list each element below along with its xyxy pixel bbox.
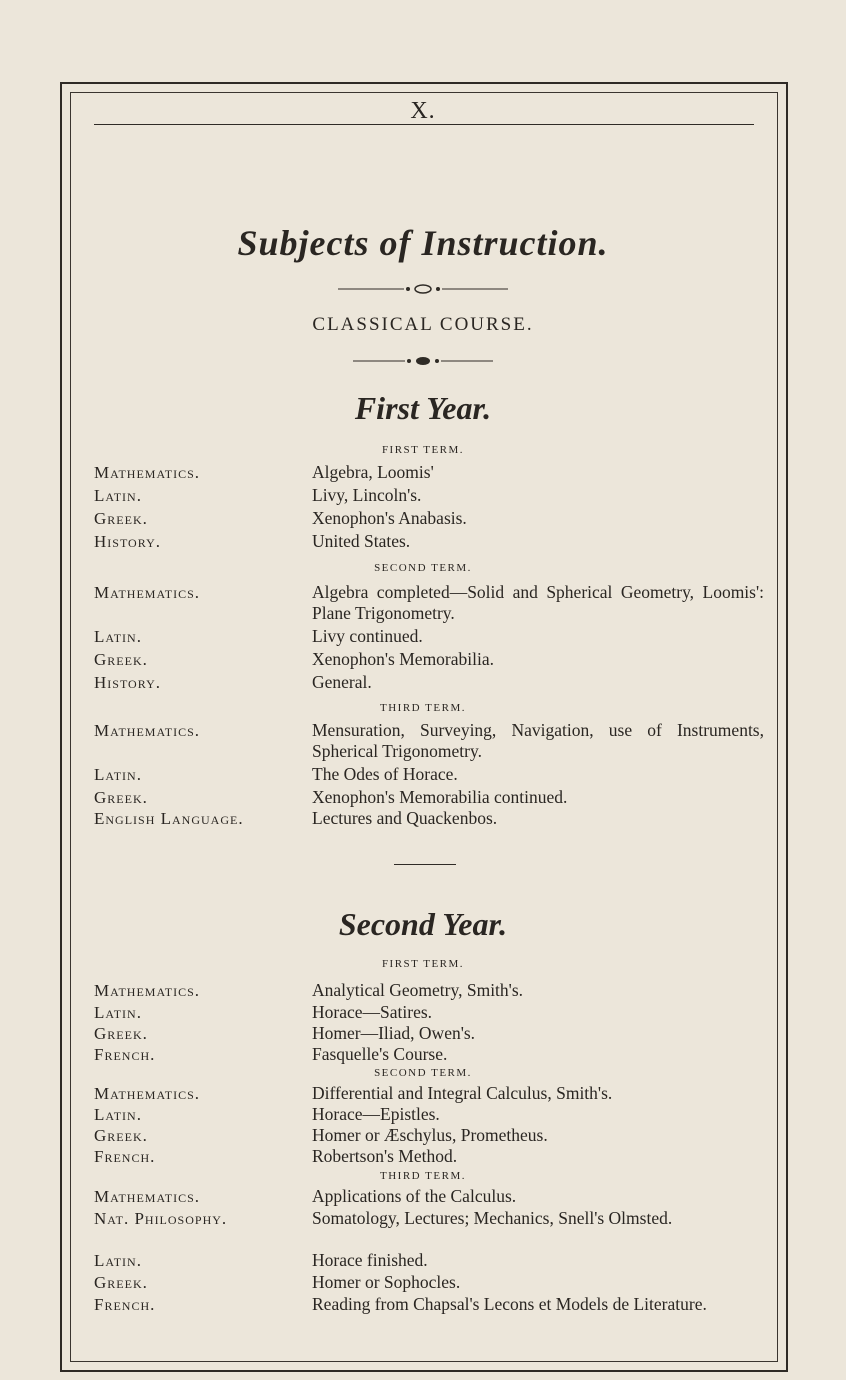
- subject-text: Differential and Integral Calculus, Smith's.: [312, 1083, 613, 1103]
- subject-text: United States.: [312, 531, 411, 551]
- subject-text: Livy continued.: [312, 626, 423, 646]
- subject-text: Fasquelle's Course.: [312, 1044, 448, 1064]
- subject-name: Latin.: [94, 765, 142, 784]
- subject-text: Robertson's Method.: [312, 1146, 458, 1166]
- subject-text: Algebra completed—Solid and Spherical Geometry, Loomis': Plane Trigonometry.: [312, 582, 764, 623]
- subject-text: Xenophon's Memorabilia.: [312, 649, 495, 669]
- subject-name: French.: [94, 1045, 156, 1064]
- subject-text: General.: [312, 672, 372, 692]
- subject-name: Latin.: [94, 627, 142, 646]
- subject-text: Analytical Geometry, Smith's.: [312, 980, 524, 1000]
- term-label: SECOND TERM.: [374, 1067, 472, 1079]
- year-heading-second: Second Year.: [338, 906, 508, 942]
- subject-name: Greek.: [94, 1024, 148, 1043]
- subject-name: Greek.: [94, 1126, 148, 1145]
- subject-name: History.: [94, 673, 161, 692]
- subject-text: The Odes of Horace.: [312, 764, 458, 784]
- subject-text: Mensuration, Surveying, Navigation, use of Instruments, Spherical Trigonometry.: [312, 720, 764, 761]
- subject-text: Horace finished.: [312, 1250, 428, 1270]
- course-heading: CLASSICAL COURSE.: [312, 314, 534, 335]
- subject-name: Mathematics.: [94, 1187, 201, 1206]
- term-label: FIRST TERM.: [381, 444, 465, 456]
- subject-name: Mathematics.: [94, 583, 201, 602]
- subject-text: Homer—Iliad, Owen's.: [312, 1023, 476, 1043]
- subject-name: Greek.: [94, 509, 148, 528]
- subject-name: Latin.: [94, 486, 142, 505]
- subject-name: Mathematics.: [94, 981, 201, 1000]
- page-title: Subjects of Instruction.: [237, 223, 609, 263]
- subject-text: Homer or Sophocles.: [312, 1272, 461, 1292]
- subject-name: Greek.: [94, 650, 148, 669]
- year-heading-first: First Year.: [354, 390, 492, 426]
- subject-name: Greek.: [94, 788, 148, 807]
- subject-name: Latin.: [94, 1003, 142, 1022]
- subject-name: French.: [94, 1295, 156, 1314]
- subject-text: Algebra, Loomis': [312, 462, 434, 482]
- subject-name: Mathematics.: [94, 1084, 201, 1103]
- subject-name: Nat. Philosophy.: [94, 1209, 228, 1228]
- ornament-divider: [0, 282, 846, 301]
- subject-text: Livy, Lincoln's.: [312, 485, 422, 505]
- subject-text: Xenophon's Anabasis.: [312, 508, 467, 528]
- subject-name: History.: [94, 532, 161, 551]
- header-rule: [94, 124, 754, 125]
- page-number: X.: [410, 98, 436, 124]
- term-label: THIRD TERM.: [380, 702, 466, 714]
- subject-text: Applications of the Calculus.: [312, 1186, 517, 1206]
- subject-text: Lectures and Quackenbos.: [312, 808, 498, 828]
- term-label: THIRD TERM.: [380, 1170, 466, 1182]
- subject-text: Xenophon's Memorabilia continued.: [312, 787, 568, 807]
- subject-name: Latin.: [94, 1251, 142, 1270]
- subject-text: Somatology, Lectures; Mechanics, Snell's Olmsted.: [312, 1208, 673, 1228]
- subject-name: English Language.: [94, 809, 244, 828]
- subject-name: Greek.: [94, 1273, 148, 1292]
- subject-name: Mathematics.: [94, 463, 201, 482]
- ornament-rule-icon: [353, 354, 493, 368]
- ornament-divider: [0, 354, 846, 373]
- subject-text: Homer or Æschylus, Prometheus.: [312, 1125, 548, 1145]
- subject-text: Horace—Satires.: [312, 1002, 433, 1022]
- term-label: SECOND TERM.: [374, 562, 472, 574]
- ornament-rule-icon: [338, 282, 508, 296]
- section-rule: [394, 864, 456, 865]
- subject-name: French.: [94, 1147, 156, 1166]
- term-label: FIRST TERM.: [381, 958, 465, 970]
- subject-name: Latin.: [94, 1105, 142, 1124]
- subject-name: Mathematics.: [94, 721, 201, 740]
- subject-text: Reading from Chapsal's Lecons et Models de Literature.: [312, 1294, 707, 1314]
- subject-text: Horace—Epistles.: [312, 1104, 440, 1124]
